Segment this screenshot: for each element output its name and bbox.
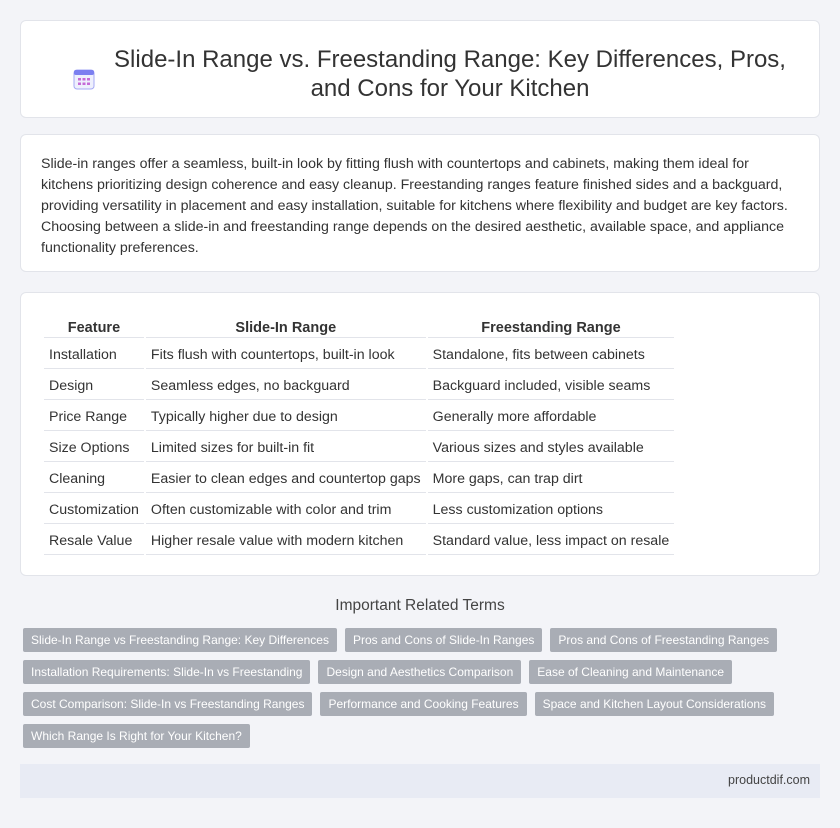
table-row: [44, 402, 674, 431]
slide-in-cell: Seamless edges, no backguard: [146, 371, 426, 400]
table-row: [44, 526, 674, 555]
column-header-feature: Feature: [44, 314, 144, 338]
intro-card: [20, 134, 820, 272]
related-term-tag[interactable]: Cost Comparison: Slide-In vs Freestanding Ranges: [23, 692, 312, 716]
related-term-tag[interactable]: Ease of Cleaning and Maintenance: [529, 660, 732, 684]
related-term-tag[interactable]: Design and Aesthetics Comparison: [318, 660, 521, 684]
related-term-tag[interactable]: Performance and Cooking Features: [320, 692, 526, 716]
column-header-slide-in: Slide-In Range: [146, 314, 426, 338]
feature-cell: Customization: [44, 495, 144, 524]
table-header-row: [44, 314, 674, 338]
table-row: [44, 340, 674, 369]
feature-cell: Installation: [44, 340, 144, 369]
slide-in-cell: Often customizable with color and trim: [146, 495, 426, 524]
comparison-table: [42, 312, 676, 557]
table-row: [44, 433, 674, 462]
slide-in-cell: Fits flush with countertops, built-in look: [146, 340, 426, 369]
related-terms-list: [23, 628, 803, 748]
column-header-freestanding: Freestanding Range: [428, 314, 675, 338]
related-term-tag[interactable]: Installation Requirements: Slide-In vs Freestanding: [23, 660, 310, 684]
title-card: [20, 20, 820, 118]
table-row: [44, 371, 674, 400]
slide-in-cell: Higher resale value with modern kitchen: [146, 526, 426, 555]
related-term-tag[interactable]: Which Range Is Right for Your Kitchen?: [23, 724, 250, 748]
freestanding-cell: More gaps, can trap dirt: [428, 464, 675, 493]
freestanding-cell: Less customization options: [428, 495, 675, 524]
freestanding-cell: Various sizes and styles available: [428, 433, 675, 462]
freestanding-cell: Generally more affordable: [428, 402, 675, 431]
related-term-tag[interactable]: Pros and Cons of Slide-In Ranges: [345, 628, 542, 652]
feature-cell: Cleaning: [44, 464, 144, 493]
freestanding-cell: Standalone, fits between cabinets: [428, 340, 675, 369]
feature-cell: Resale Value: [44, 526, 144, 555]
related-terms-title: Important Related Terms: [335, 597, 505, 614]
table-row: [44, 495, 674, 524]
comparison-card: [20, 292, 820, 576]
intro-paragraph: Slide-in ranges offer a seamless, built-in look by fitting flush with countertops and cabinets, making them ideal for kitchens prioritizing design coherence and easy cleanup. Freestanding ranges feature finished sides and a backguard, providing versatility in placement and easy installation, suitable for kitchens where flexibility and budget are key factors. Choosing between a slide-in and freestanding range depends on the desired aesthetic, available space, and appliance functionality preferences.: [41, 156, 788, 256]
slide-in-cell: Easier to clean edges and countertop gaps: [146, 464, 426, 493]
table-row: [44, 464, 674, 493]
page-title: Slide-In Range vs. Freestanding Range: Key Differences, Pros, and Cons for Your Kitchen: [114, 46, 786, 102]
related-term-tag[interactable]: Pros and Cons of Freestanding Ranges: [550, 628, 777, 652]
related-term-tag[interactable]: Slide-In Range vs Freestanding Range: Key Differences: [23, 628, 337, 652]
footer-site-link[interactable]: productdif.com: [728, 773, 810, 787]
feature-cell: Design: [44, 371, 144, 400]
footer: [20, 764, 820, 798]
feature-cell: Size Options: [44, 433, 144, 462]
feature-cell: Price Range: [44, 402, 144, 431]
freestanding-cell: Standard value, less impact on resale: [428, 526, 675, 555]
slide-in-cell: Limited sizes for built-in fit: [146, 433, 426, 462]
slide-in-cell: Typically higher due to design: [146, 402, 426, 431]
related-term-tag[interactable]: Space and Kitchen Layout Considerations: [535, 692, 774, 716]
freestanding-cell: Backguard included, visible seams: [428, 371, 675, 400]
